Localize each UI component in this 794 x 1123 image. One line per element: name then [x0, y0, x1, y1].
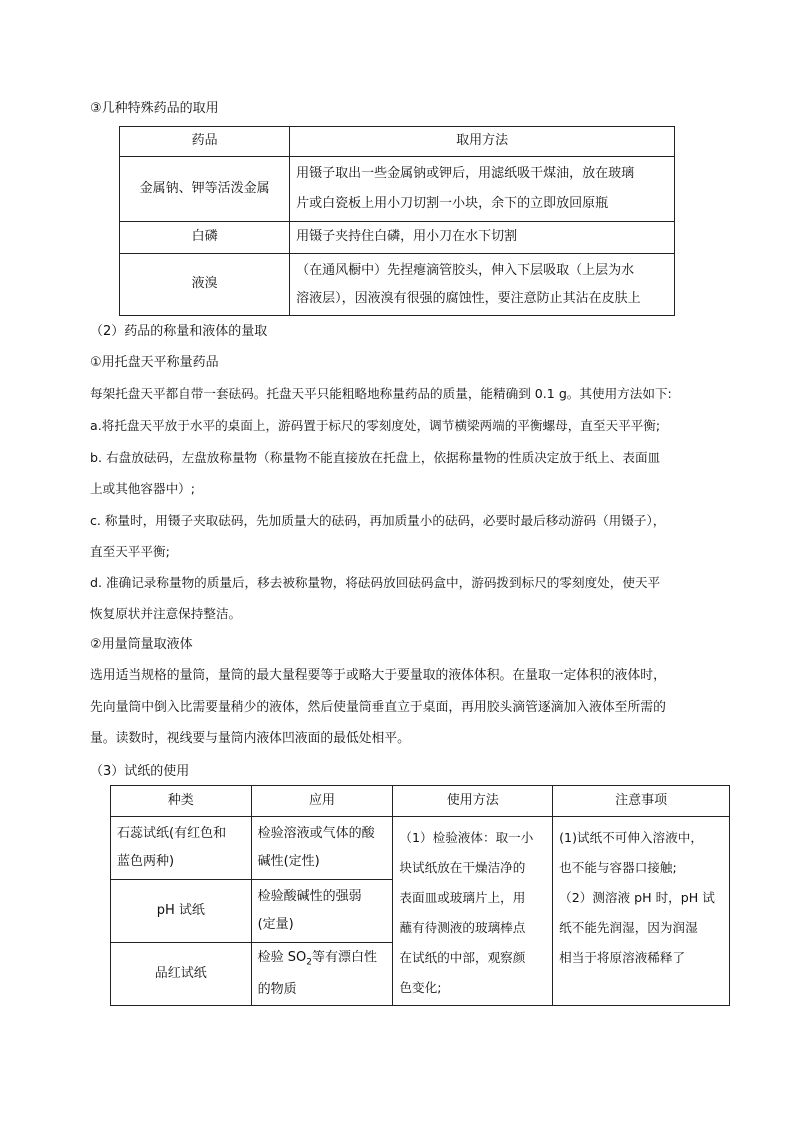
method-line: 片或白瓷板上用小刀切割一小块，余下的立即放回原瓶: [296, 196, 609, 211]
section-heading-test-paper: （3）试纸的使用: [90, 764, 190, 779]
reagent-name: 液溴: [120, 254, 290, 316]
use-line: [258, 944, 387, 977]
use-line: 的物质: [257, 982, 297, 998]
subheading-cylinder: ②用量筒量取液体: [90, 637, 193, 652]
step-a: a.将托盘天平放于水平的桌面上，游码置于标尺的零刻度处，调节横梁两端的平衡螺母，直至天平平衡;: [90, 418, 661, 433]
table-header-row: [120, 127, 675, 157]
usage-method: [393, 817, 553, 1006]
use-line: 检验溶液或气体的酸: [257, 826, 375, 841]
step-b-line1: b. 右盘放砝码，左盘放称量物（称量物不能直接放在托盘上，依据称量物的性质决定放于纸上、表面皿: [90, 450, 661, 465]
method-line: 蘸有待测液的玻璃棒点: [399, 920, 526, 935]
paper-kind: pH 试纸: [111, 880, 252, 943]
cylinder-line1: 选用适当规格的量筒，量筒的最大量程要等于或略大于要量取的液体体积。在量取一定体积的液体时，: [90, 668, 666, 683]
kind-line: 石蕊试纸(有红色和: [117, 826, 227, 841]
subheading-balance: ①用托盘天平称量药品: [90, 355, 219, 370]
step-d-line2: 恢复原状并注意保持整洁。: [90, 606, 242, 621]
method-line: 溶液层），因液溴有很强的腐蚀性，要注意防止其沾在皮肤上: [296, 290, 641, 306]
section-heading-special-reagents: ③几种特殊药品的取用: [90, 101, 219, 116]
table-row: [120, 157, 675, 222]
kind-line: 蓝色两种): [117, 854, 175, 869]
paragraph-balance-intro: 每架托盘天平都自带一套砝码。托盘天平只能粗略地称量药品的质量，能精确到 0.1 g。其使用方法如下:: [90, 386, 672, 401]
method-line: 表面皿或玻璃片上，用: [399, 890, 526, 905]
special-reagents-table: [119, 126, 675, 316]
step-b-line2: 上或其他容器中）;: [90, 481, 195, 496]
subscript: 2: [306, 957, 312, 968]
table-header-cell: 应用: [251, 786, 393, 817]
step-c-line1: c. 称量时，用镊子夹取砝码，先加质量大的砝码，再加质量小的砝码，必要时最后移动游码（用镊子），: [90, 513, 666, 528]
reagent-method: 用镊子夹持住白磷，用小刀在水下切割: [290, 222, 675, 254]
table-header-cell: 使用方法: [393, 786, 553, 817]
use-line: 碱性(定性): [257, 854, 320, 869]
cylinder-line3: 量。读数时，视线要与量筒内液体凹液面的最低处相平。: [90, 731, 410, 746]
paper-kind: 品红试纸: [111, 943, 252, 1006]
table-header-cell: 注意事项: [553, 786, 730, 817]
test-paper-table: [110, 785, 730, 1006]
use-text: 等有漂白性: [311, 949, 377, 965]
reagent-method: [290, 157, 675, 222]
method-line: 用镊子取出一些金属钠或钾后，用滤纸吸干煤油，放在玻璃: [296, 166, 635, 181]
table-header-row: [111, 786, 730, 817]
precautions: [553, 817, 730, 1006]
method-line: 色变化;: [399, 980, 442, 995]
reagent-name: 金属钠、钾等活泼金属: [120, 157, 290, 222]
step-d-line1: d. 准确记录称量物的质量后，移去被称量物，将砝码放回砝码盒中，游码拨到标尺的零刻度处，使天平: [90, 575, 661, 590]
paper-use: [251, 943, 393, 1006]
cylinder-line2: 先向量筒中倒入比需要量稍少的液体，然后使量筒垂直立于桌面，再用胶头滴管逐滴加入液体至所需的: [90, 700, 666, 715]
method-line: 在试纸的中部，观察颜: [399, 950, 526, 965]
use-line: (定量): [257, 917, 294, 932]
reagent-method: [290, 254, 675, 316]
table-header-cell: 取用方法: [290, 127, 675, 157]
paper-use: [251, 880, 393, 943]
section-heading-weighing: （2）药品的称量和液体的量取: [90, 324, 268, 339]
step-c-line2: 直至天平平衡;: [90, 544, 170, 559]
method-line: （在通风橱中）先捏瘪滴管胶头，伸入下层吸取（上层为水: [296, 262, 635, 278]
note-line: 相当于将原溶液稀释了: [559, 950, 686, 965]
table-row: [111, 817, 730, 880]
note-line: 纸不能先润湿，因为润湿: [559, 920, 698, 935]
reagent-name: 白磷: [120, 222, 290, 254]
use-line: 检验酸碱性的强弱: [257, 889, 362, 904]
note-line: （2）测溶液 pH 时，pH 试: [559, 890, 715, 905]
method-line: 块试纸放在干燥洁净的: [399, 860, 526, 875]
table-row: [120, 254, 675, 316]
note-line: 也不能与容器口接触;: [559, 860, 677, 875]
table-header-cell: 种类: [111, 786, 252, 817]
table-header-cell: 药品: [120, 127, 290, 157]
paper-use: [251, 817, 393, 880]
paper-kind: [111, 817, 252, 880]
table-row: [120, 222, 675, 254]
method-line: （1）检验液体：取一小: [399, 830, 534, 845]
note-line: (1)试纸不可伸入溶液中，: [559, 830, 703, 845]
use-text: 检验 SO: [257, 949, 307, 965]
